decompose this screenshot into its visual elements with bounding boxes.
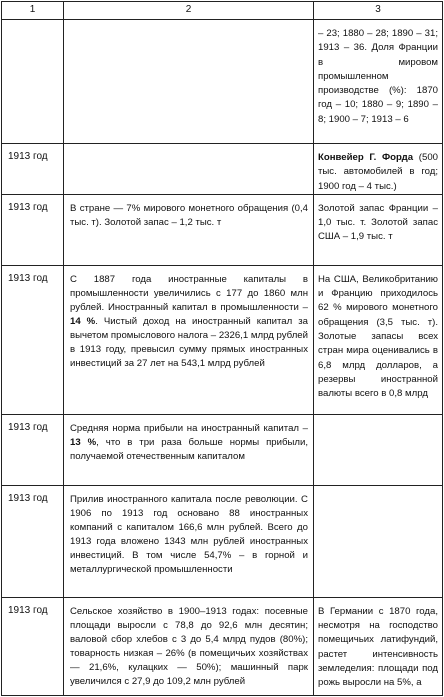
year-cell: 1913 год xyxy=(2,194,64,265)
column-header-2: 2 xyxy=(64,2,314,20)
world-cell: Золотой запас Франции – 1,0 тыс. т. Золотой запас США – 1,9 тыс. т xyxy=(314,194,443,265)
year-cell: 1913 год xyxy=(2,485,64,597)
cell-text: С 1887 года иностранные капиталы в промышленности увеличились с 177 до 1860 млн рублей. Иностранный капитал в промышленности – xyxy=(70,273,308,313)
world-cell xyxy=(314,414,443,485)
table-row xyxy=(2,194,443,265)
cell-text: . Чистый доход на иностранный капитал за вычетом промыслового налога – 2326,1 млрд рублей в 1913 году, превысил сумму прямых иностранных инвестиций за 27 лет на 543,1 млрд рублей xyxy=(70,315,308,369)
table-row xyxy=(2,20,443,144)
russia-cell xyxy=(64,414,314,485)
russia-cell: В стране — 7% мирового монетного обращения (0,4 тыс. т). Золотой запас – 1,2 тыс. т xyxy=(64,194,314,265)
world-cell: В Германии с 1870 года, несмотря на господство помещичьих латифундий, растет интенсивность земледелия: площади под рожь выросли на 5%, а xyxy=(314,597,443,695)
table-row xyxy=(2,485,443,597)
world-cell: – 23; 1880 – 28; 1890 – 31; 1913 – 36. Доля Франции в мировом промышленном производстве (%): 1870 год – 10; 1880 – 9; 1890 – 8; 1900 – 7; 1913 – 6 xyxy=(314,20,443,144)
year-cell: 1913 год xyxy=(2,414,64,485)
year-cell: 1913 год xyxy=(2,265,64,414)
russia-cell xyxy=(64,20,314,144)
bold-value: 13 % xyxy=(70,436,97,448)
world-cell xyxy=(314,144,443,195)
cell-text: , что в три раза больше нормы прибыли, получаемой отечественным капиталом xyxy=(70,436,308,462)
bold-term: Конвейер Г. Форда xyxy=(318,152,414,163)
russia-cell: Прилив иностранного капитала после революции. С 1906 по 1913 год основано 88 иностранных компаний с капиталом 166,6 млн рублей. Всего до 1913 года вложено 1343 млн рублей иностранных инвестиций. В том числе 54,7% – в горной и металлургической промышленности xyxy=(64,485,314,597)
table-row xyxy=(2,597,443,695)
column-header-3: 3 xyxy=(314,2,443,20)
year-cell: 1913 год xyxy=(2,144,64,195)
column-header-1: 1 xyxy=(2,2,64,20)
table-row xyxy=(2,414,443,485)
table-row xyxy=(2,265,443,414)
comparison-table xyxy=(1,1,443,696)
year-cell xyxy=(2,20,64,144)
year-cell: 1913 год xyxy=(2,597,64,695)
table-header-row xyxy=(2,2,443,20)
cell-text: (500 тыс. автомобилей в год; 1900 год – 4 тыс.) xyxy=(318,152,438,192)
russia-cell: Сельское хозяйство в 1900–1913 годах: посевные площади выросли с 78,8 до 92,6 млн десятин; валовой сбор хлебов с 3 до 5,4 млрд пудов (80%); товарность низкая – 26% (в помещичьих хозяйствах — 21,6%, кулацких — 50%); машинный парк увеличился с 27,9 до 109,2 млн рублей xyxy=(64,597,314,695)
world-cell: На США, Великобританию и Францию приходилось 62 % мирового монетного обращения (3,5 тыс. т). Золотые запасы всех стран мира оценивались в 6,8 млрд долларов, а резервы иностранной валюты всего в 0,8 млрд xyxy=(314,265,443,414)
table-row xyxy=(2,144,443,195)
russia-cell xyxy=(64,265,314,414)
cell-text: Средняя норма прибыли на иностранный капитал – xyxy=(70,422,308,434)
bold-value: 14 % xyxy=(70,315,96,327)
russia-cell xyxy=(64,144,314,195)
world-cell xyxy=(314,485,443,597)
